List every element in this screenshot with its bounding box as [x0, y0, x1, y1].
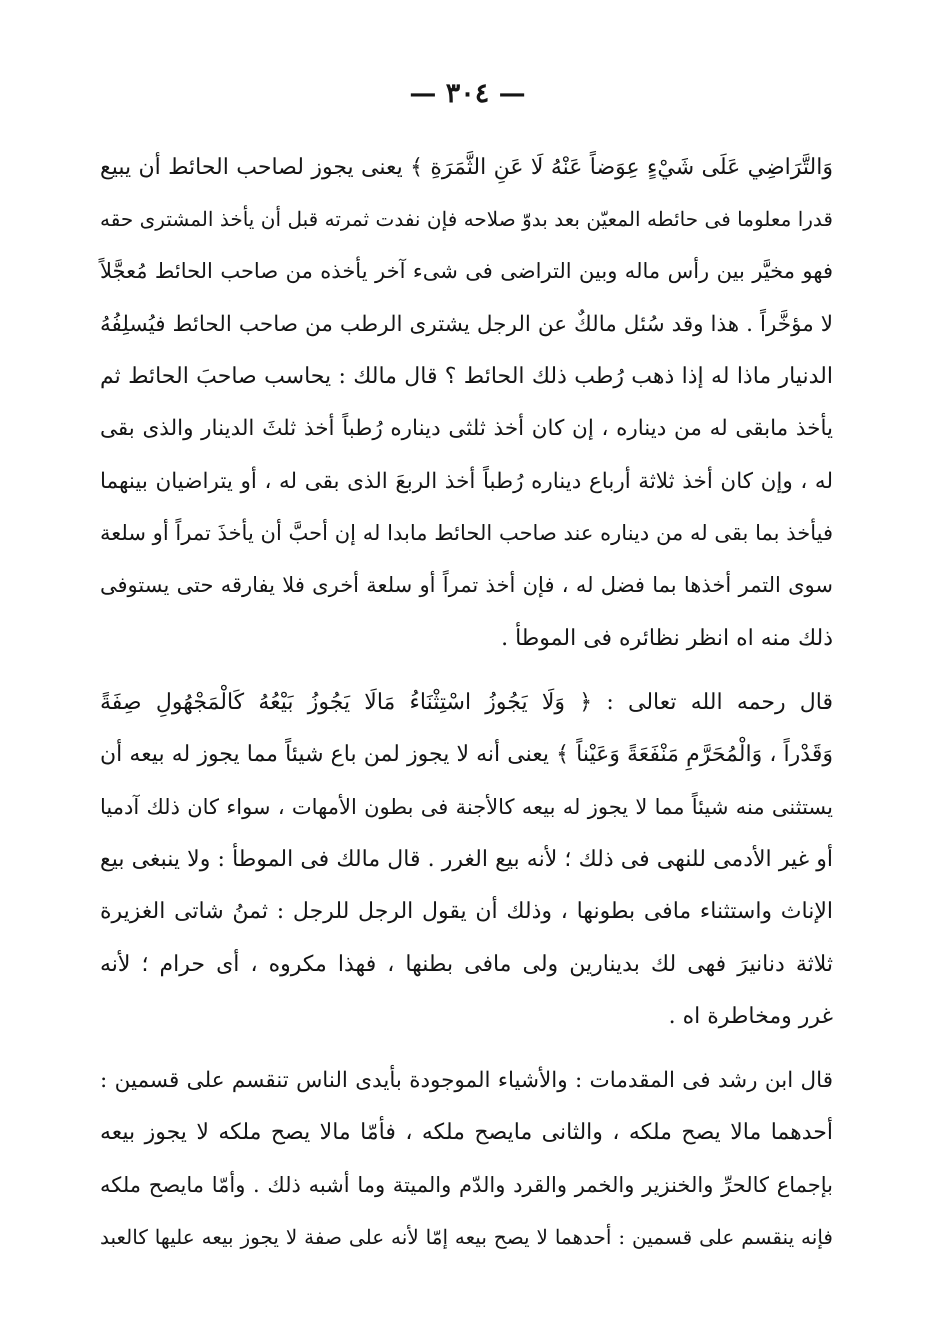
text-line: وَقَدْراً ، وَالْمُحَرَّمِ مَنْفَعَةً وَعَيْناً ﴾ يعنى أنه لا يجوز لمن باع شيئاً مما يجوز له بيعه أن [100, 742, 833, 767]
text-line: ذلك منه اه انظر نظائره فى الموطأ . [501, 626, 833, 651]
text-line: له ، وإن كان أخذ ثلاثة أرباع ديناره رُطباً أخذ الربعَ الذى بقى له ، أو يتراضيان بينهما [100, 469, 833, 494]
text-line: الدنيار ماذا له إذا ذهب رُطب ذلك الحائط ؟ قال مالك : يحاسب صاحبَ الحائط ثم [100, 364, 833, 389]
text-line: فهو مخيَّر بين رأس ماله وبين التراضى فى شىء آخر يأخذه من صاحب الحائط مُعجَّلاً [100, 259, 833, 283]
text-line: سوى التمر أخذها بما فضل له ، فإن أخذ تمراً أو سلعة أخرى فلا يفارقه حتى يستوفى [100, 573, 833, 597]
text-line: فيأخذ بما بقى له من ديناره عند صاحب الحائط مابدا له إن أحبَّ أن يأخذَ تمراً أو سلعة [100, 521, 833, 545]
text-line: أحدهما مالا يصح ملكه ، والثانى مايصح ملكه ، فأمّا مالا يصح ملكه لا يجوز بيعه [100, 1120, 833, 1145]
text-line: قال ابن رشد فى المقدمات : والأشياء الموجودة بأيدى الناس تنقسم على قسمين : [100, 1068, 833, 1093]
text-line: قدرا معلوما فى حائطه المعيّن بعد بدوّ صلاحه فإن نفدت ثمرته قبل أن يأخذ المشترى حقه [100, 207, 833, 231]
text-line: يستثنى منه شيئاً مما لا يجوز له بيعه كالأجنة فى بطون الأمهات ، سواء كان ذلك آدميا [100, 795, 833, 819]
text-line: فإنه ينقسم على قسمين : أحدهما لا يصح بيعه إمّا لأنه على صفة لا يجوز بيعه عليها كالعبد [100, 1225, 833, 1249]
text-line: قال رحمه الله تعالى : ﴿ وَلَا يَجُوزُ اسْتِثْنَاءُ مَالَا يَجُوزُ بَيْعُهُ كَالْمَجْهُولِ صِفَةً [100, 690, 833, 715]
page-number: — ٣٠٤ — [409, 78, 526, 109]
text-line: وَالتَّرَاضِي عَلَى شَيْءٍ عِوَضاً عَنْهُ لَا عَنِ الثَّمَرَةِ ﴾ يعنى يجوز لصاحب الحائط أن يبيع [100, 155, 833, 180]
text-line: غرر ومخاطرة اه . [668, 1004, 833, 1029]
text-line: بإجماع كالحرِّ والخنزير والخمر والقرد والدّم والميتة وما أشبه ذلك . وأمّا مايصح ملكه [100, 1173, 833, 1197]
text-line: ثلاثة دنانيرَ فهى لك بدينارين ولى مافى بطنها ، فهذا مكروه ، أى حرام ؛ لأنه [100, 952, 833, 977]
text-line: أو غير الأدمى للنهى فى ذلك ؛ لأنه بيع الغرر . قال مالك فى الموطأ : ولا ينبغى بيع [100, 847, 833, 872]
text-line: لا مؤخَّراً . هذا وقد سُئل مالكٌ عن الرجل يشترى الرطب من صاحب الحائط فيُسلِفُهُ [100, 312, 833, 337]
text-line: الإناث واستثناء مافى بطونها ، وذلك أن يقول الرجل للرجل : ثمنُ شاتى الغزيرة [100, 899, 833, 924]
text-line: يأخذ مابقى له من ديناره ، إن كان أخذ ثلثى ديناره رُطباً أخذ ثلثَ الدينار والذى بقى [100, 416, 833, 441]
